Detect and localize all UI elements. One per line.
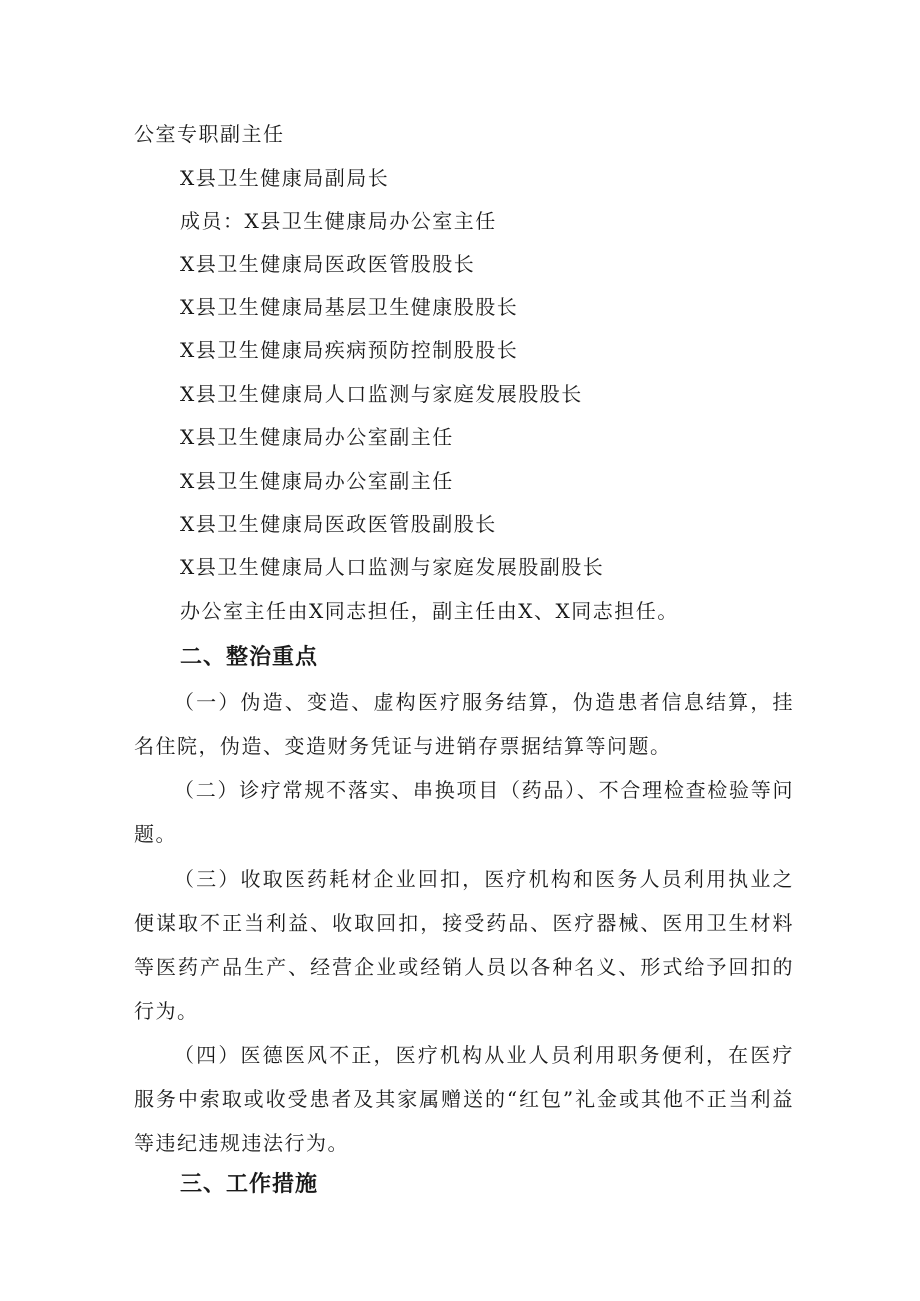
text-line: 公室专职副主任 bbox=[134, 122, 285, 146]
text-line: X县卫生健康局人口监测与家庭发展股副股长 bbox=[180, 555, 605, 579]
text-line: X县卫生健康局办公室副主任 bbox=[180, 469, 454, 493]
paragraph: （一）伪造、变造、虚构医疗服务结算，伪造患者信息结算，挂名住院，伪造、变造财务凭证与进销存票据结算等问题。 bbox=[134, 690, 794, 758]
text-line: X县卫生健康局副局长 bbox=[180, 166, 390, 190]
text-line: X县卫生健康局人口监测与家庭发展股股长 bbox=[180, 382, 583, 406]
text-line: X县卫生健康局医政医管股副股长 bbox=[180, 512, 497, 536]
paragraph: （二）诊疗常规不落实、串换项目（药品）、不合理检查检验等问题。 bbox=[134, 778, 794, 846]
text-line: X县卫生健康局医政医管股股长 bbox=[180, 252, 476, 276]
text-line: 办公室主任由X同志担任，副主任由X、X同志担任。 bbox=[180, 599, 679, 623]
section-heading: 三、工作措施 bbox=[180, 1172, 319, 1197]
text-line: X县卫生健康局疾病预防控制股股长 bbox=[180, 338, 519, 362]
text-line: 成员：X县卫生健康局办公室主任 bbox=[180, 209, 497, 233]
paragraph: （四）医德医风不正，医疗机构从业人员利用职务便利，在医疗服务中索取或收受患者及其家属赠送的“红包”礼金或其他不正当利益等违纪违规违法行为。 bbox=[134, 1043, 794, 1155]
text-line: X县卫生健康局基层卫生健康股股长 bbox=[180, 295, 519, 319]
section-heading: 二、整治重点 bbox=[180, 645, 319, 670]
paragraph: （三）收取医药耗材企业回扣，医疗机构和医务人员利用执业之便谋取不正当利益、收取回扣，接受药品、医疗器械、医用卫生材料等医药产品生产、经营企业或经销人员以各种名义、形式给予回扣的行为。 bbox=[134, 867, 794, 1023]
text-line: X县卫生健康局办公室副主任 bbox=[180, 425, 454, 449]
